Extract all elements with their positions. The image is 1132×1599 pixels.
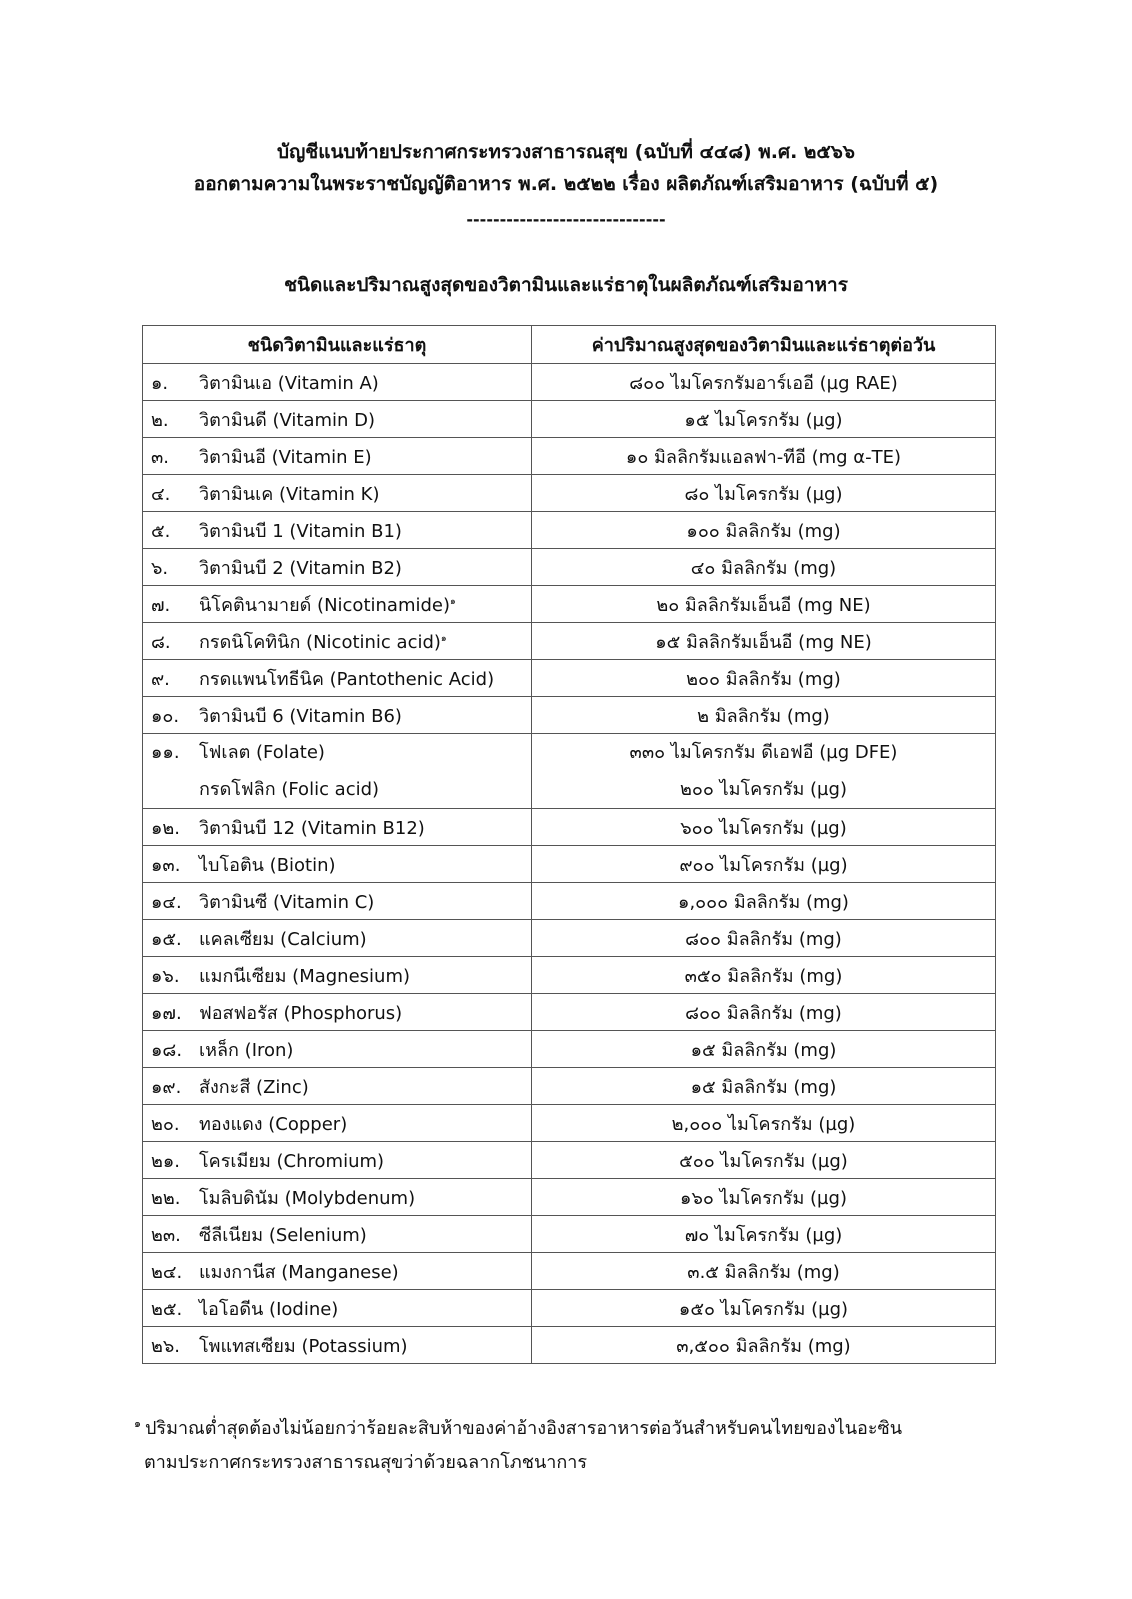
nutrient-name: ทองแดง (Copper)	[199, 1113, 348, 1135]
row-number: ๒๔.	[151, 1261, 183, 1283]
nutrient-name: วิตามินเอ (Vitamin A)	[199, 372, 379, 394]
table-row	[143, 438, 996, 475]
table-row	[143, 809, 996, 846]
max-value: ๒๐ มิลลิกรัมเอ็นอี (mg NE)	[656, 594, 871, 616]
table-row	[143, 475, 996, 512]
footnote	[134, 1407, 994, 1480]
max-value-cell	[532, 697, 996, 734]
header-title-line2: ออกตามความในพระราชบัญญัติอาหาร พ.ศ. ๒๕๒๒ เรื่อง ผลิตภัณฑ์เสริมอาหาร (ฉบับที่ ๕)	[193, 173, 939, 195]
max-value: ๒ มิลลิกรัม (mg)	[697, 705, 830, 727]
nutrient-name: โครเมียม (Chromium)	[199, 1150, 385, 1172]
row-number: ๒.	[151, 409, 169, 431]
table-row	[143, 660, 996, 697]
nutrient-name: โมลิบดินัม (Molybdenum)	[199, 1187, 416, 1209]
table-row	[143, 1031, 996, 1068]
nutrient-name: แมงกานีส (Manganese)	[199, 1261, 399, 1283]
max-value-cell	[532, 512, 996, 549]
nutrient-name-cell	[143, 809, 532, 846]
table-row	[143, 401, 996, 438]
max-value: ๑๕ มิลลิกรัม (mg)	[690, 1039, 837, 1061]
nutrient-name-cell	[143, 994, 532, 1031]
nutrient-name: นิโคตินามายด์ (Nicotinamide)	[199, 594, 450, 616]
table-row	[143, 549, 996, 586]
max-value-cell	[532, 1142, 996, 1179]
row-number: ๑๕.	[151, 928, 182, 950]
header-divider: ------------------------------	[466, 210, 666, 229]
max-value-cell	[532, 1327, 996, 1364]
nutrient-name-cell	[143, 697, 532, 734]
max-value-cell	[532, 1179, 996, 1216]
max-value: ๑๕๐ ไมโครกรัม (µg)	[678, 1298, 849, 1320]
row-number: ๙.	[151, 668, 170, 690]
nutrient-name-cell	[143, 512, 532, 549]
row-number: ๖.	[151, 557, 169, 579]
nutrient-name-cell	[143, 1068, 532, 1105]
max-value-cell	[532, 401, 996, 438]
table-row	[143, 920, 996, 957]
row-number: ๑.	[151, 372, 169, 394]
row-number: ๑๓.	[151, 854, 181, 876]
table-row	[143, 1068, 996, 1105]
table-row	[143, 734, 996, 809]
nutrient-name: วิตามินซี (Vitamin C)	[199, 891, 375, 913]
table-row	[143, 697, 996, 734]
max-value: ๔๐ มิลลิกรัม (mg)	[690, 557, 837, 579]
nutrient-name: วิตามินบี 12 (Vitamin B12)	[199, 817, 425, 839]
footnote-reference: ๑	[440, 633, 447, 644]
nutrient-name-cell	[143, 586, 532, 623]
table-row	[143, 1253, 996, 1290]
nutrient-name: วิตามินบี 1 (Vitamin B1)	[199, 520, 402, 542]
nutrient-name-secondary: กรดโฟลิก (Folic acid)	[199, 779, 380, 800]
nutrient-name: วิตามินเค (Vitamin K)	[199, 483, 380, 505]
nutrient-name-cell	[143, 1142, 532, 1179]
nutrient-name-cell	[143, 1105, 532, 1142]
table-row	[143, 1216, 996, 1253]
nutrient-name: โพแทสเซียม (Potassium)	[199, 1335, 408, 1357]
max-value: ๙๐๐ ไมโครกรัม (µg)	[679, 854, 848, 876]
table-row	[143, 883, 996, 920]
row-number: ๓.	[151, 446, 170, 468]
max-value: ๑๐ มิลลิกรัมแอลฟา-ทีอี (mg α-TE)	[625, 446, 902, 468]
column-header-type: ชนิดวิตามินและแร่ธาตุ	[143, 326, 532, 364]
nutrient-name: แคลเซียม (Calcium)	[199, 928, 367, 950]
max-value-cell	[532, 883, 996, 920]
nutrient-name-cell	[143, 734, 532, 809]
nutrient-name-cell	[143, 920, 532, 957]
max-value-cell	[532, 994, 996, 1031]
row-number: ๑๒.	[151, 817, 181, 839]
nutrient-name-cell	[143, 957, 532, 994]
table-row	[143, 1290, 996, 1327]
table-row	[143, 512, 996, 549]
max-value-cell	[532, 957, 996, 994]
table-row	[143, 586, 996, 623]
max-value: ๓,๕๐๐ มิลลิกรัม (mg)	[676, 1335, 851, 1357]
row-number: ๒๑.	[151, 1150, 181, 1172]
row-number: ๗.	[151, 594, 171, 616]
nutrient-name: ไอโอดีน (Iodine)	[199, 1298, 339, 1320]
nutrient-name-cell	[143, 438, 532, 475]
nutrient-name: วิตามินดี (Vitamin D)	[199, 409, 376, 431]
max-value-cell	[532, 1290, 996, 1327]
nutrient-name: ฟอสฟอรัส (Phosphorus)	[199, 1002, 403, 1024]
column-header-max-value: ค่าปริมาณสูงสุดของวิตามินและแร่ธาตุต่อวัน	[532, 326, 996, 364]
nutrient-name-cell	[143, 1216, 532, 1253]
max-value-cell	[532, 734, 996, 809]
header-title-line1: บัญชีแนบท้ายประกาศกระทรวงสาธารณสุข (ฉบับที่ ๔๔๘) พ.ศ. ๒๕๖๖	[277, 141, 855, 163]
nutrient-name-cell	[143, 549, 532, 586]
nutrient-name-cell	[143, 364, 532, 401]
table-header-row	[143, 326, 996, 364]
max-value-cell	[532, 1253, 996, 1290]
table-row	[143, 994, 996, 1031]
footnote-reference: ๑	[450, 596, 456, 607]
max-value: ๒๐๐ มิลลิกรัม (mg)	[686, 668, 841, 690]
nutrient-name: เหล็ก (Iron)	[199, 1039, 294, 1061]
max-value: ๓.๕ มิลลิกรัม (mg)	[687, 1261, 840, 1283]
max-value: ๑,๐๐๐ มิลลิกรัม (mg)	[678, 891, 849, 913]
row-number: ๑๑.	[151, 742, 180, 763]
row-number: ๘.	[151, 631, 171, 653]
nutrient-name-cell	[143, 623, 532, 660]
nutrient-name: โฟเลต (Folate)	[199, 742, 325, 763]
row-number: ๔.	[151, 483, 171, 505]
max-value: ๑๕ มิลลิกรัม (mg)	[690, 1076, 837, 1098]
max-value-cell	[532, 549, 996, 586]
document-header	[0, 136, 1132, 230]
max-value-cell	[532, 660, 996, 697]
max-value: ๖๐๐ ไมโครกรัม (µg)	[680, 817, 847, 839]
row-number: ๕.	[151, 520, 171, 542]
table-row	[143, 957, 996, 994]
nutrient-name: วิตามินบี 2 (Vitamin B2)	[199, 557, 402, 579]
max-value-cell	[532, 1216, 996, 1253]
row-number: ๑๖.	[151, 965, 180, 987]
table-row	[143, 846, 996, 883]
max-value-cell	[532, 475, 996, 512]
table-row	[143, 1179, 996, 1216]
max-value: ๓๕๐ มิลลิกรัม (mg)	[684, 965, 843, 987]
nutrient-name: กรดแพนโทธีนิค (Pantothenic Acid)	[199, 668, 495, 690]
max-value: ๘๐๐ มิลลิกรัม (mg)	[685, 928, 842, 950]
max-value-cell	[532, 920, 996, 957]
max-value: ๘๐ ไมโครกรัม (µg)	[684, 483, 843, 505]
row-number: ๒๒.	[151, 1187, 181, 1209]
row-number: ๑๔.	[151, 891, 182, 913]
max-value-cell	[532, 623, 996, 660]
max-value: ๕๐๐ ไมโครกรัม (µg)	[679, 1150, 848, 1172]
max-value-cell	[532, 1031, 996, 1068]
nutrient-name: สังกะสี (Zinc)	[199, 1076, 309, 1098]
max-value: ๓๓๐ ไมโครกรัม ดีเอฟอี (µg DFE)	[629, 742, 898, 763]
table-row	[143, 364, 996, 401]
max-value: ๑๖๐ ไมโครกรัม (µg)	[680, 1187, 847, 1209]
table-title: ชนิดและปริมาณสูงสุดของวิตามินและแร่ธาตุในผลิตภัณฑ์เสริมอาหาร	[284, 274, 848, 296]
row-number: ๒๕.	[151, 1298, 183, 1320]
nutrient-name: ไบโอติน (Biotin)	[199, 854, 336, 876]
row-number: ๑๐.	[151, 705, 180, 727]
max-value-secondary: ๒๐๐ ไมโครกรัม (µg)	[680, 779, 847, 800]
nutrient-name: วิตามินอี (Vitamin E)	[199, 446, 372, 468]
footnote-text-line1: ปริมาณต่ำสุดต้องไม่น้อยกว่าร้อยละสิบห้าของค่าอ้างอิงสารอาหารต่อวันสำหรับคนไทยของไนอะซิน	[144, 1418, 903, 1439]
nutrient-name-cell	[143, 1290, 532, 1327]
row-number: ๒๐.	[151, 1113, 180, 1135]
max-value: ๘๐๐ ไมโครกรัมอาร์เออี (µg RAE)	[629, 372, 898, 394]
nutrient-name: แมกนีเซียม (Magnesium)	[199, 965, 411, 987]
max-value-cell	[532, 364, 996, 401]
table-body	[143, 364, 996, 1364]
max-value: ๑๕ ไมโครกรัม (µg)	[684, 409, 843, 431]
max-value-cell	[532, 1068, 996, 1105]
row-number: ๑๗.	[151, 1002, 182, 1024]
max-value: ๗๐ ไมโครกรัม (µg)	[684, 1224, 843, 1246]
footnote-text-line2: ตามประกาศกระทรวงสาธารณสุขว่าด้วยฉลากโภชนาการ	[144, 1452, 588, 1473]
max-value-cell	[532, 438, 996, 475]
table-row	[143, 1105, 996, 1142]
footnote-marker: ๑	[134, 1417, 141, 1430]
max-value: ๑๐๐ มิลลิกรัม (mg)	[686, 520, 841, 542]
table-row	[143, 1142, 996, 1179]
row-number: ๑๙.	[151, 1076, 182, 1098]
max-value: ๘๐๐ มิลลิกรัม (mg)	[685, 1002, 842, 1024]
max-value-cell	[532, 1105, 996, 1142]
table-row	[143, 1327, 996, 1364]
max-value: ๒,๐๐๐ ไมโครกรัม (µg)	[671, 1113, 856, 1135]
nutrient-name-cell	[143, 475, 532, 512]
nutrient-name: กรดนิโคทินิก (Nicotinic acid)	[199, 631, 441, 653]
vitamin-mineral-table	[142, 325, 996, 1364]
row-number: ๑๘.	[151, 1039, 183, 1061]
nutrient-name-cell	[143, 883, 532, 920]
max-value-cell	[532, 586, 996, 623]
nutrient-name-cell	[143, 1253, 532, 1290]
nutrient-name-cell	[143, 660, 532, 697]
nutrient-name-cell	[143, 401, 532, 438]
row-number: ๒๖.	[151, 1335, 181, 1357]
nutrient-name-cell	[143, 1179, 532, 1216]
nutrient-name: ซีลีเนียม (Selenium)	[199, 1224, 367, 1246]
nutrient-name-cell	[143, 1327, 532, 1364]
table-row	[143, 623, 996, 660]
row-number: ๒๓.	[151, 1224, 181, 1246]
max-value-cell	[532, 846, 996, 883]
max-value: ๑๕ มิลลิกรัมเอ็นอี (mg NE)	[655, 631, 872, 653]
nutrient-name-cell	[143, 1031, 532, 1068]
nutrient-name: วิตามินบี 6 (Vitamin B6)	[199, 705, 402, 727]
max-value-cell	[532, 809, 996, 846]
nutrient-name-cell	[143, 846, 532, 883]
